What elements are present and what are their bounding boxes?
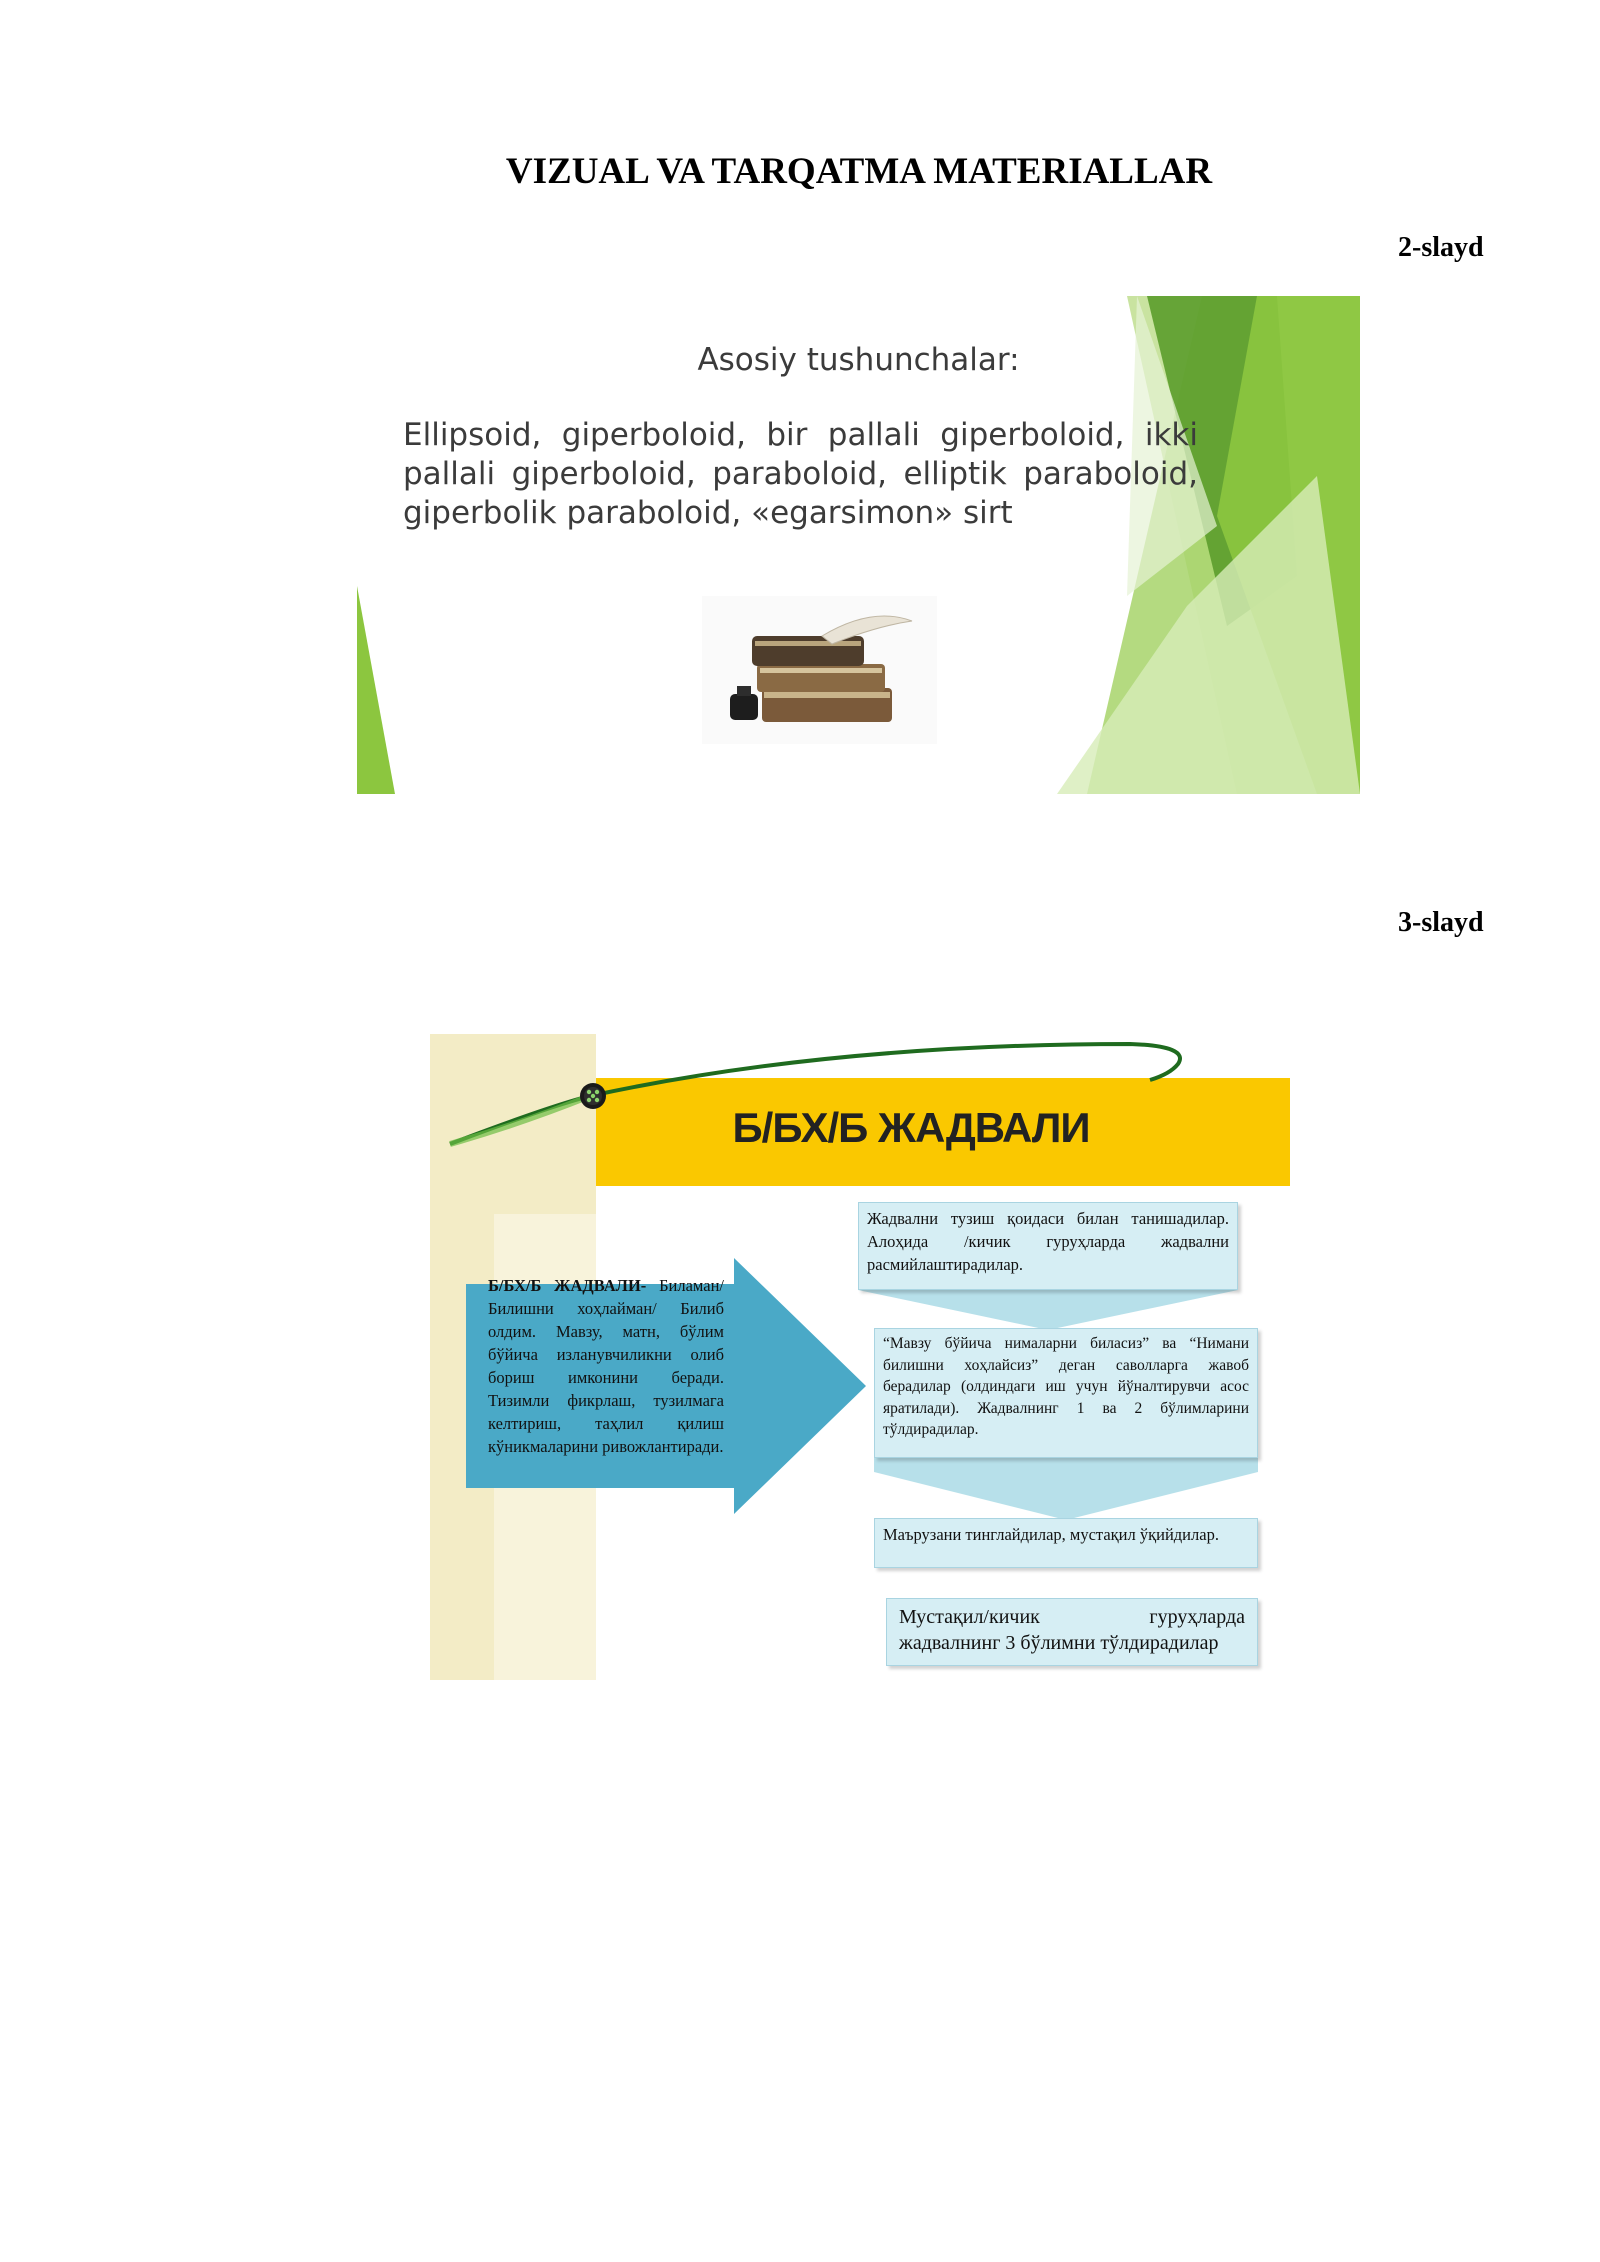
step-box-1: Жадвални тузиш қоидаси билан танишадилар. Алоҳида /кичик гуруҳларда жадвални расмийлаштирадилар. bbox=[858, 1202, 1238, 1290]
arrow-title: Б/БХ/Б ЖАДВАЛИ- bbox=[488, 1276, 647, 1295]
slide-label-2: 2-slayd bbox=[1398, 232, 1484, 263]
arrow-body: Биламан/ Билишни хоҳлайман/ Билиб олдим. Мавзу, матн, бўлим бўйича изланувчиликни олиб бориш имконини беради. Тизимли фикрлаш, тузилмага келтириш, таҳлил қилиш кўникмаларини ривожлантиради. bbox=[488, 1276, 724, 1456]
chevron-2 bbox=[874, 1458, 1274, 1522]
step-box-4: Мустақил/кичик гуруҳларда жадвалнинг 3 бўлимни тўлдирадилар bbox=[886, 1598, 1258, 1666]
slide-2-heading: Asosiy tushunchalar: bbox=[697, 342, 1020, 378]
document-title: VIZUAL VA TARQATMA MATERIALLAR bbox=[505, 151, 1213, 192]
slide-3-title: Б/БХ/Б ЖАДВАЛИ bbox=[732, 1104, 1090, 1151]
slide-label-3: 3-slayd bbox=[1398, 907, 1484, 938]
slide-2 bbox=[357, 296, 1360, 794]
slide-2-body: Ellipsoid, giperboloid, bir pallali giperboloid, ikki pallali giperboloid, paraboloid, elliptik paraboloid, giperbolik paraboloid, «egarsimon» sirt bbox=[403, 417, 1198, 531]
old-books-image bbox=[702, 596, 937, 744]
step-box-2: “Мавзу бўйича нималарни биласиз” ва “Нимани билишни хоҳлайсиз” деган саволларга жавоб берадилар (олдиндаги иш учун йўналтирувчи асос яратилади). Жадвалнинг 1 ва 2 бўлимларини тўлдирадилар. bbox=[874, 1328, 1258, 1458]
shard-left bbox=[357, 586, 395, 794]
slide-3 bbox=[430, 1034, 1290, 1680]
arrow-text bbox=[488, 1274, 724, 1458]
step-box-3: Маърузани тинглайдилар, мустақил ўқийдилар. bbox=[874, 1518, 1258, 1568]
